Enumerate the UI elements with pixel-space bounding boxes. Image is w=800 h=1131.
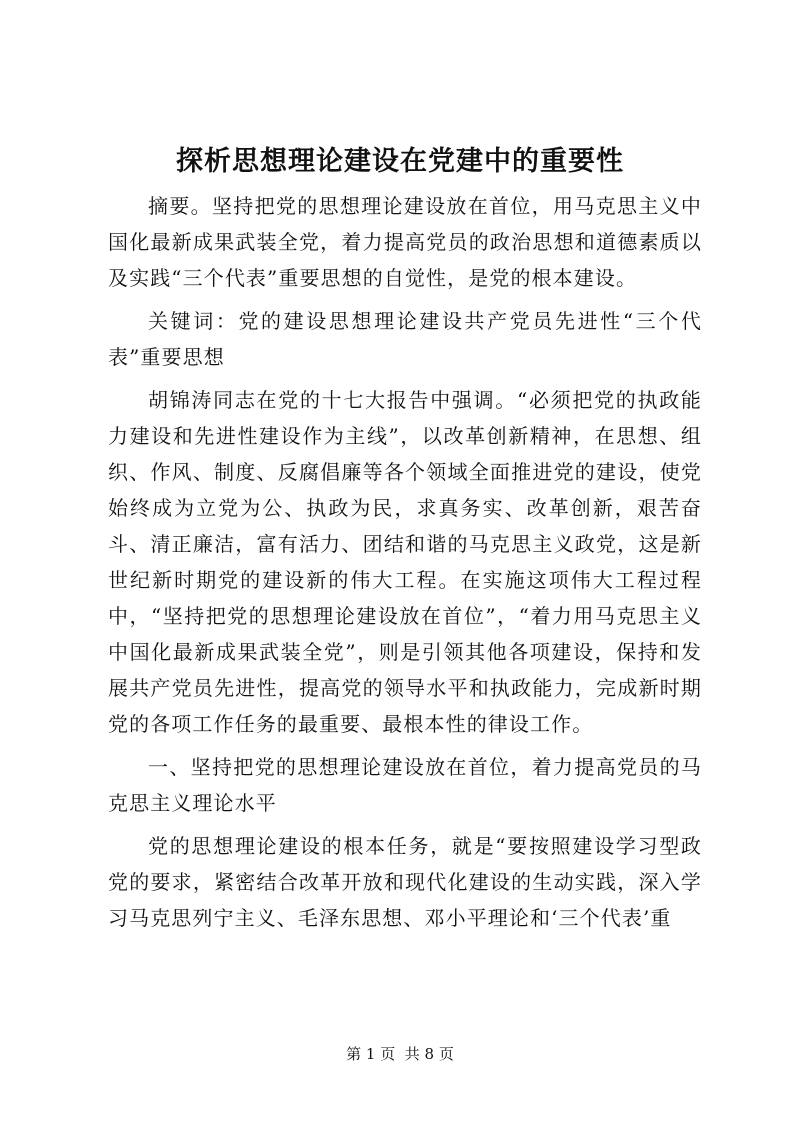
document-body [108,188,702,936]
document-title: 探析思想理论建设在党建中的重要性 [176,146,624,177]
abstract-paragraph: 摘要。坚持把党的思想理论建设放在首位，用马克思主义中国化最新成果武装全党，着力提高党员的政治思想和道德素质以及实践“三个代表”重要思想的自觉性，是党的根本建设。 [108,194,702,290]
section-heading: 一、坚持把党的思想理论建设放在首位，着力提高党员的马克思主义理论水平 [108,755,702,815]
page-footer [0,1044,800,1064]
page-number-label: 第 1 页 共 8 页 [346,1045,454,1063]
body-paragraph: 胡锦涛同志在党的十七大报告中强调。“必须把党的执政能力建设和先进性建设作为主线”，以改革创新精神，在思想、组织、作风、制度、反腐倡廉等各个领域全面推进党的建设，使党始终成为立党为公、执政为民，求真务实、改革创新，艰苦奋斗、清正廉洁，富有活力、团结和谐的马克思主义政党，这是新世纪新时期党的建设新的伟大工程。在实施这项伟大工程过程中，“坚持把党的思想理论建设放在首位”，“着力用马克思主义中国化最新成果武装全党”，则是引领其他各项建设，保持和发展共产党员先进性，提高党的领导水平和执政能力，完成新时期党的各项工作任务的最重要、最根本性的律设工作。 [108,388,702,736]
keywords-paragraph: 关键词：党的建设思想理论建设共产党员先进性“三个代表”重要思想 [108,309,702,369]
body-paragraph: 党的思想理论建设的根本任务，就是“要按照建设学习型政党的要求，紧密结合改革开放和现代化建设的生动实践，深入学习马克思列宁主义、毛泽东思想、邓小平理论和‘三个代表’重 [108,834,702,930]
